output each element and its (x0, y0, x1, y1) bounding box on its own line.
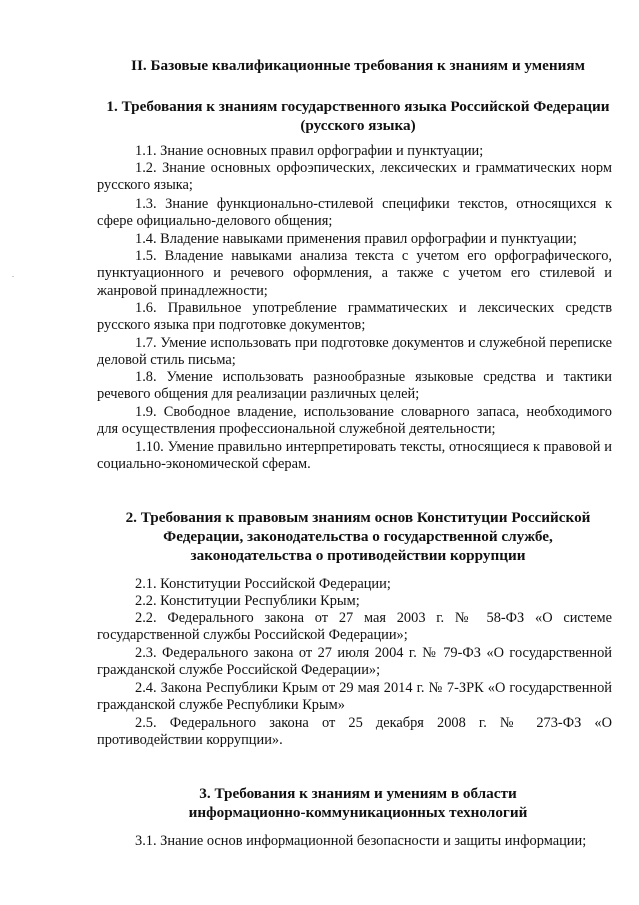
item-2-4: 2.4. Закона Республики Крым от 29 мая 2014 г. № 7-ЗРК «О государственной гражданской службе Республики Крым» (97, 680, 612, 714)
item-1-4: 1.4. Владение навыками применения правил орфографии и пунктуации; (135, 231, 577, 247)
section-2-heading-line-1: 2. Требования к правовым знаниям основ Конституции Российской (125, 509, 591, 526)
section-3-heading (96, 784, 620, 822)
section-3-heading-line-2: информационно-коммуникационных технологий (188, 804, 528, 821)
section-2-heading (96, 508, 620, 565)
item-3-1: 3.1. Знание основ информационной безопасности и защиты информации; (135, 833, 587, 849)
section-title (96, 56, 620, 75)
item-2-2b: 2.2. Федерального закона от 27 мая 2003 г. № 58-ФЗ «О системе государственной службы Российской Федерации»; (97, 610, 612, 644)
item-1-3: 1.3. Знание функционально-стилевой специфики текстов, относящихся к сфере официально-делового общения; (97, 196, 612, 230)
item-2-2a: 2.2. Конституции Республики Крым; (135, 593, 360, 609)
item-1-8: 1.8. Умение использовать разнообразные языковые средства и тактики речевого общения для реализации различных целей; (97, 369, 612, 403)
item-1-1: 1.1. Знание основных правил орфографии и пунктуации; (135, 143, 484, 159)
section-1-heading-line-2: (русского языка) (300, 117, 416, 134)
section-2-heading-line-2: Федерации, законодательства о государственной службе, (163, 528, 553, 545)
item-1-10: 1.10. Умение правильно интерпретировать тексты, относящиеся к правовой и социально-экономической сферам. (97, 439, 612, 473)
section-2-heading-line-3: законодательства о противодействии коррупции (190, 547, 526, 564)
section-1-heading-line-1: 1. Требования к знаниям государственного языка Российской Федерации (106, 98, 610, 115)
item-2-1: 2.1. Конституции Российской Федерации; (135, 576, 391, 592)
margin-mark (12, 276, 14, 277)
section-3-heading-line-1: 3. Требования к знаниям и умениям в области (199, 785, 517, 802)
item-2-5: 2.5. Федерального закона от 25 декабря 2008 г. № 273-ФЗ «О противодействии коррупции». (97, 715, 612, 749)
item-1-2: 1.2. Знание основных орфоэпических, лексических и грамматических норм русского языка; (97, 160, 612, 194)
item-1-5: 1.5. Владение навыками анализа текста с учетом его орфографического, пунктуационного и речевого оформления, а также с учетом его стилевой и жанровой принадлежности; (97, 248, 612, 299)
item-1-6: 1.6. Правильное употребление грамматических и лексических средств русского языка при подготовке документов; (97, 300, 612, 334)
section-1-heading (96, 97, 620, 135)
item-2-3: 2.3. Федерального закона от 27 июля 2004 г. № 79-ФЗ «О государственной гражданской службе Российской Федерации»; (97, 645, 612, 679)
item-1-7: 1.7. Умение использовать при подготовке документов и служебной переписке деловой стиль письма; (97, 335, 612, 369)
item-1-9: 1.9. Свободное владение, использование словарного запаса, необходимого для осуществления профессиональной служебной деятельности; (97, 404, 612, 438)
section-title-text: II. Базовые квалификационные требования к знаниям и умениям (131, 57, 585, 74)
